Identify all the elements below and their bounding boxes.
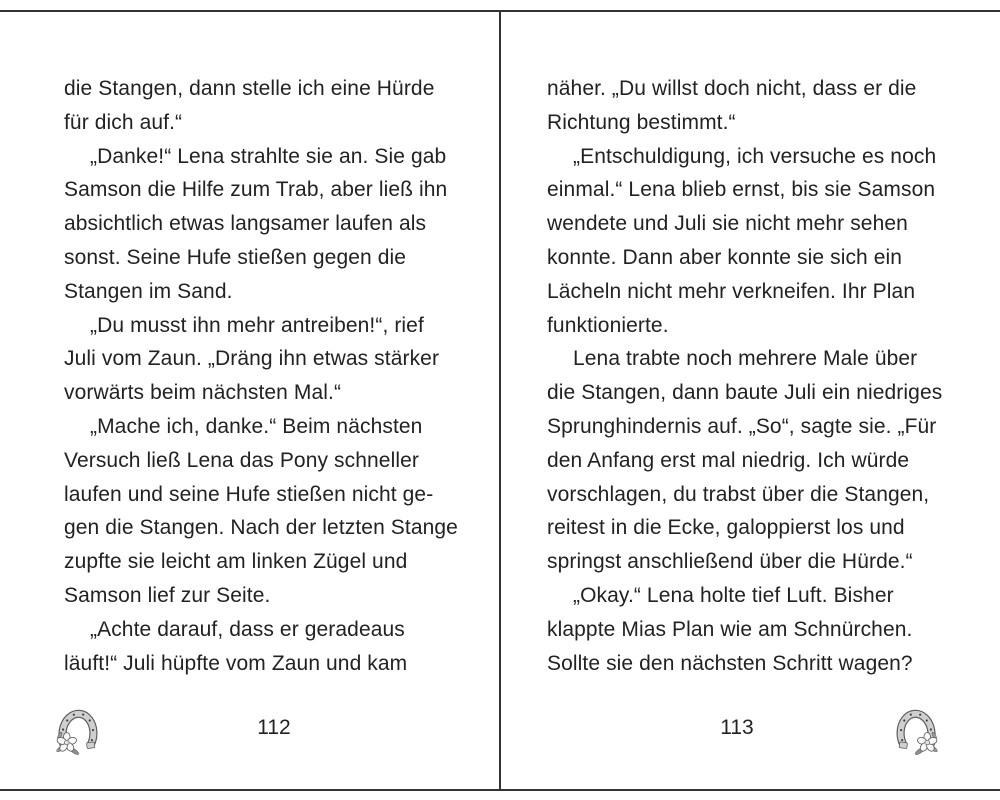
text-line: zupfte sie leicht am linken Zügel und [64, 550, 408, 574]
text-line: funktionierte. [547, 313, 669, 337]
text-line: sonst. Seine Hufe stießen gegen die [64, 245, 407, 269]
text-line: laufen und seine Hufe stießen nicht ge- [64, 482, 434, 506]
text-line: einmal.“ Lena blieb ernst, bis sie Samson [547, 178, 936, 202]
text-line: springst anschließend über die Hürde.“ [547, 550, 913, 574]
text-line: absichtlich etwas langsamer laufen als [64, 212, 427, 236]
text-line: Versuch ließ Lena das Pony schneller [64, 448, 419, 472]
text-line: „Danke!“ Lena strahlte sie an. Sie gab [90, 144, 447, 168]
text-line: die Stangen, dann stelle ich eine Hürde [64, 77, 435, 100]
text-line: Lena trabte noch mehrere Male über [573, 347, 918, 371]
text-line: konnte. Dann aber konnte sie sich ein [547, 245, 903, 269]
bottom-rule [0, 789, 1000, 791]
page-number-left: 112 [257, 716, 291, 739]
text-line: „Du musst ihn mehr antreiben!“, rief [90, 313, 424, 337]
text-line: die Stangen, dann baute Juli ein niedriges [547, 381, 943, 405]
text-line: Samson die Hilfe zum Trab, aber ließ ihn [64, 178, 448, 202]
text-line: reitest in die Ecke, galoppierst los und [547, 516, 905, 540]
text-line: vorschlagen, du trabst über die Stangen, [547, 482, 930, 506]
text-line: „Okay.“ Lena holte tief Luft. Bisher [573, 583, 894, 607]
text-line: klappte Mias Plan wie am Schnürchen. [547, 617, 913, 641]
text-line: vorwärts beim nächsten Mal.“ [64, 381, 342, 405]
text-line: wendete und Juli sie nicht mehr sehen [547, 212, 908, 236]
text-line: den Anfang erst mal niedrig. Ich würde [547, 448, 910, 472]
text-line: „Entschuldigung, ich versuche es noch [573, 144, 937, 168]
text-line: Samson lief zur Seite. [64, 583, 271, 607]
text-line: Juli vom Zaun. „Dräng ihn etwas stärker [64, 347, 440, 371]
text-line: näher. „Du willst doch nicht, dass er die [547, 77, 917, 100]
text-line: Richtung bestimmt.“ [547, 110, 736, 134]
page-right-text [547, 72, 972, 680]
text-line: für dich auf.“ [64, 110, 183, 134]
page-number-right: 113 [720, 716, 754, 739]
text-line: Lächeln nicht mehr verkneifen. Ihr Plan [547, 279, 916, 303]
text-line: „Achte darauf, dass er geradeaus [90, 617, 405, 641]
text-line: Sprunghindernis auf. „So“, sagte sie. „Für [547, 414, 937, 438]
text-line: gen die Stangen. Nach der letzten Stange [64, 516, 458, 540]
page-divider [499, 10, 501, 791]
text-line: Stangen im Sand. [64, 279, 233, 303]
text-line: läuft!“ Juli hüpfte vom Zaun und kam [64, 651, 408, 675]
text-line: Sollte sie den nächsten Schritt wagen? [547, 651, 913, 675]
text-line: „Mache ich, danke.“ Beim nächsten [90, 414, 423, 438]
page-left-text [64, 72, 489, 680]
